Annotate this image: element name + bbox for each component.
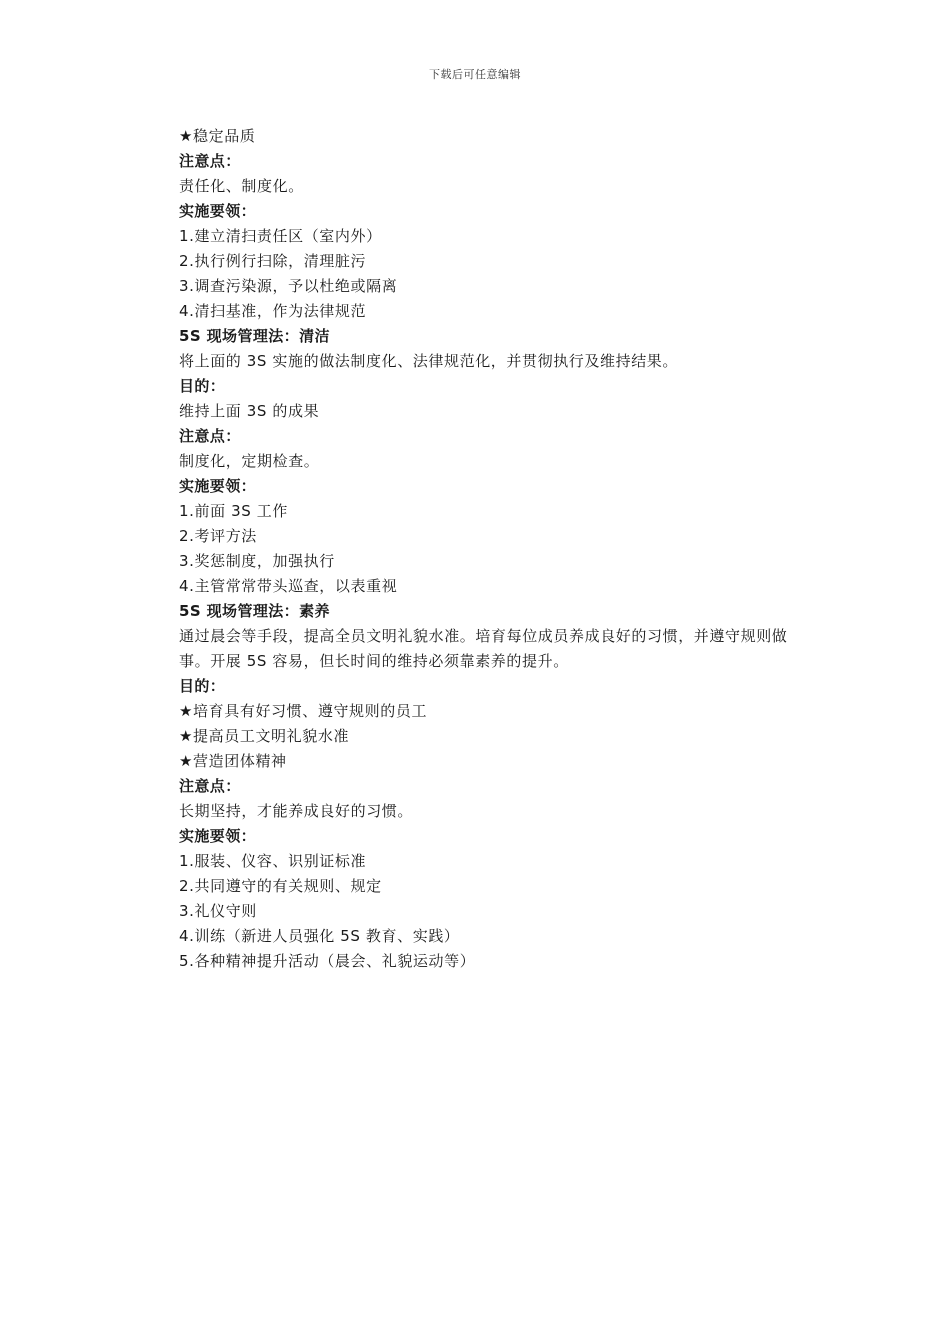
text-line: 将上面的 3S 实施的做法制度化、法律规范化，并贯彻执行及维持结果。 bbox=[179, 352, 679, 370]
section-heading: 5S 现场管理法：素养 bbox=[179, 602, 330, 620]
section-heading: 注意点： bbox=[179, 427, 241, 445]
text-line: 4.训练（新进人员强化 5S 教育、实践） bbox=[179, 927, 460, 945]
text-line: 1.前面 3S 工作 bbox=[179, 502, 288, 520]
text-line: 2.执行例行扫除，清理脏污 bbox=[179, 252, 367, 270]
text-line: 3.奖惩制度，加强执行 bbox=[179, 552, 335, 570]
text-line: 3.礼仪守则 bbox=[179, 902, 257, 920]
text-line: ★培育具有好习惯、遵守规则的员工 bbox=[179, 702, 428, 720]
text-line: 5.各种精神提升活动（晨会、礼貌运动等） bbox=[179, 952, 476, 970]
header-note: 下载后可任意编辑 bbox=[429, 68, 521, 81]
text-line: 维持上面 3S 的成果 bbox=[179, 402, 320, 420]
section-heading: 注意点： bbox=[179, 152, 241, 170]
text-line: 责任化、制度化。 bbox=[179, 177, 304, 195]
text-line: 4.清扫基准，作为法律规范 bbox=[179, 302, 367, 320]
section-heading: 5S 现场管理法：清洁 bbox=[179, 327, 330, 345]
section-heading: 目的： bbox=[179, 677, 226, 695]
text-line: ★提高员工文明礼貌水准 bbox=[179, 727, 350, 745]
section-heading: 目的： bbox=[179, 377, 226, 395]
text-line: 制度化，定期检查。 bbox=[179, 452, 320, 470]
text-line: 1.服装、仪容、识别证标准 bbox=[179, 852, 367, 870]
text-line: 2.共同遵守的有关规则、规定 bbox=[179, 877, 382, 895]
section-heading: 注意点： bbox=[179, 777, 241, 795]
section-heading: 实施要领： bbox=[179, 827, 257, 845]
text-line: 1.建立清扫责任区（室内外） bbox=[179, 227, 382, 245]
section-heading: 实施要领： bbox=[179, 202, 257, 220]
document-body bbox=[179, 124, 809, 974]
section-heading: 实施要领： bbox=[179, 477, 257, 495]
text-line: 2.考评方法 bbox=[179, 527, 257, 545]
text-line: 长期坚持，才能养成良好的习惯。 bbox=[179, 802, 414, 820]
text-line: ★营造团体精神 bbox=[179, 752, 287, 770]
text-line: 通过晨会等手段，提高全员文明礼貌水准。培育每位成员养成良好的习惯，并遵守规则做事。开展 5S 容易，但长时间的维持必须靠素养的提升。 bbox=[179, 627, 788, 670]
text-line: ★稳定品质 bbox=[179, 127, 256, 145]
text-line: 4.主管常常带头巡查，以表重视 bbox=[179, 577, 398, 595]
text-line: 3.调查污染源，予以杜绝或隔离 bbox=[179, 277, 398, 295]
